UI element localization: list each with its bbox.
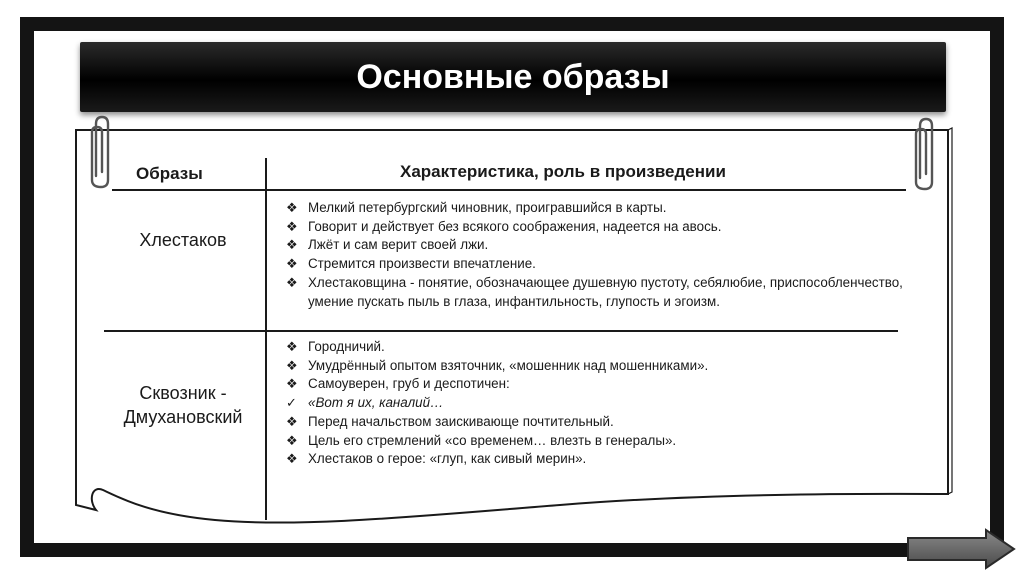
next-arrow-icon[interactable] <box>906 528 1018 570</box>
diamond-bullet-icon: ❖ <box>286 357 298 373</box>
list-item: ✓ «Вот я их, каналий… <box>278 394 918 413</box>
diamond-bullet-icon: ❖ <box>286 256 298 272</box>
paperclip-icon <box>88 114 116 190</box>
diamond-bullet-icon: ❖ <box>286 451 298 467</box>
diamond-bullet-icon: ❖ <box>286 237 298 253</box>
list-item: ❖ Самоуверен, груб и деспотичен: <box>278 375 918 394</box>
list-item: ❖ Мелкий петербургский чиновник, проигравшийся в карты. <box>278 199 918 218</box>
diamond-bullet-icon: ❖ <box>286 339 298 354</box>
list-item: ❖ Городничий. <box>278 338 918 357</box>
checkmark-bullet-icon: ✓ <box>286 395 297 411</box>
list-item: ❖ Перед начальством заискивающе почтительный. <box>278 413 918 432</box>
characteristics-list <box>278 338 918 469</box>
list-item: ❖ Стремится произвести впечатление. <box>278 255 918 274</box>
list-item: ❖ Говорит и действует без всякого соображения, надеется на авось. <box>278 218 918 237</box>
diamond-bullet-icon: ❖ <box>286 200 298 215</box>
list-item: ❖ Хлестаков о герое: «глуп, как сивый мерин». <box>278 450 918 469</box>
diamond-bullet-icon: ❖ <box>286 413 298 429</box>
column-header-characteristics: Характеристика, роль в произведении <box>400 162 726 181</box>
diamond-bullet-icon: ❖ <box>286 274 298 290</box>
diamond-bullet-icon: ❖ <box>286 218 298 234</box>
paperclip-icon <box>912 116 940 192</box>
list-item: ❖ Лжёт и сам верит своей лжи. <box>278 236 918 255</box>
list-item: ❖ Умудрённый опытом взяточник, «мошенник над мошенниками». <box>278 357 918 376</box>
list-item: ❖ Цель его стремлений «со временем… влезть в генералы». <box>278 432 918 451</box>
diamond-bullet-icon: ❖ <box>286 376 298 392</box>
diamond-bullet-icon: ❖ <box>286 432 298 448</box>
list-item: ❖ Хлестаковщина - понятие, обозначающее душевную пустоту, себялюбие, приспособленчество, умение пускать пыль в глаза, инфантильность, глупость и эгоизм. <box>286 274 903 309</box>
slide-title: Основные образы <box>356 58 670 96</box>
characteristics-list <box>278 199 918 311</box>
character-name: Хлестаков <box>139 230 227 250</box>
character-name: Сквозник - Дмухановский <box>123 383 243 427</box>
column-header-images: Образы <box>136 164 203 183</box>
